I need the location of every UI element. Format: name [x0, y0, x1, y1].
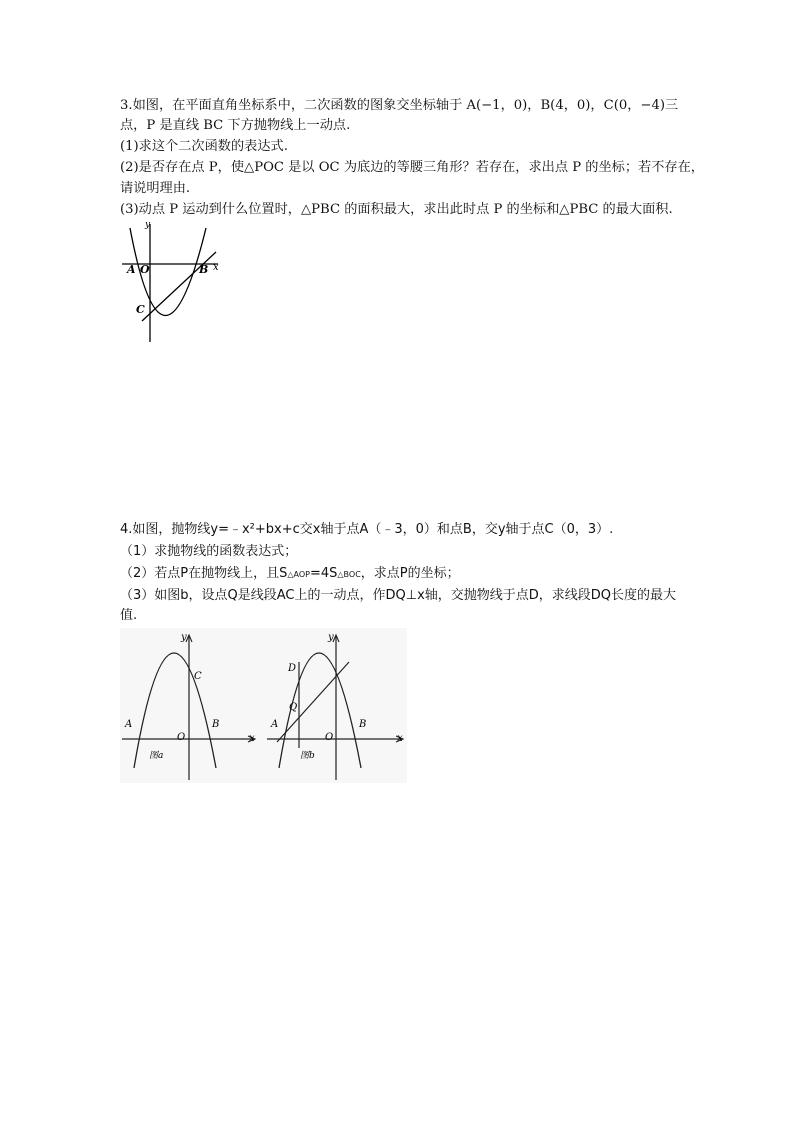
p4a-label-y: y	[181, 632, 187, 643]
p4b-label-b: B	[359, 719, 367, 730]
p3-figure	[118, 218, 228, 346]
p4a-label-c: C	[194, 671, 202, 682]
p4-q2-prefix: （2）若点P在抛物线上，且S	[120, 566, 288, 581]
p4b-label-x: x	[397, 733, 403, 744]
p4b-label-q: Q	[289, 702, 298, 713]
p3-question2-b: 请说明理由.	[120, 181, 191, 196]
p4a-caption: 图a	[149, 751, 164, 761]
p3-question1: (1)求这个二次函数的表达式.	[120, 139, 288, 154]
p4b-label-d: D	[288, 663, 297, 674]
p3-line1: 3.如图，在平面直角坐标系中，二次函数的图象交坐标轴于 A(−1，0)，B(4，0)，C(0，−4)三	[120, 98, 679, 113]
p4-question3-b: 值.	[120, 608, 138, 623]
p3-label-c: C	[136, 303, 145, 316]
p4-figure-a	[120, 628, 265, 783]
p3-question3: (3)动点 P 运动到什么位置时，△PBC 的面积最大，求出此时点 P 的坐标和△PBC 的最大面积.	[120, 202, 673, 217]
p3-label-x: x	[213, 262, 219, 273]
p4-figure-b	[265, 628, 407, 783]
p4a-label-o: O	[177, 732, 186, 743]
p3-line2: 点，P 是直线 BC 下方抛物线上一动点.	[120, 118, 351, 133]
p4b-label-a: A	[271, 719, 279, 730]
p4-q2-sub1: △AOP	[287, 570, 310, 579]
p4-q2-suffix: ，求点P的坐标；	[360, 566, 460, 581]
p4-question2	[120, 564, 460, 585]
p4a-label-a: A	[125, 719, 133, 730]
p4-question1: （1）求抛物线的函数表达式；	[120, 544, 298, 559]
p4b-label-y: y	[328, 632, 334, 643]
p4b-caption: 图b	[300, 751, 315, 761]
p4-q2-sub2: △BOC	[337, 570, 361, 579]
p4-q2-mid: =4S	[309, 566, 338, 581]
p3-label-o: O	[140, 263, 150, 276]
p4-question3-a: （3）如图b，设点Q是线段AC上的一动点，作DQ⊥x轴，交抛物线于点D，求线段DQ长度的最大	[120, 588, 677, 603]
p4-line1: 4.如图，抛物线y=﹣x²+bx+c交x轴于点A（﹣3，0）和点B，交y轴于点C（0，3）.	[120, 522, 614, 537]
p3-question2-a: (2)是否存在点 P，使△POC 是以 OC 为底边的等腰三角形？若存在，求出点 P 的坐标；若不存在，	[120, 160, 704, 175]
p4a-label-x: x	[249, 733, 255, 744]
p3-label-y: y	[145, 220, 151, 230]
p3-label-a: A	[127, 263, 136, 276]
p4b-label-o: O	[325, 732, 334, 743]
p4a-label-b: B	[212, 719, 220, 730]
p3-label-b: B	[199, 263, 209, 276]
